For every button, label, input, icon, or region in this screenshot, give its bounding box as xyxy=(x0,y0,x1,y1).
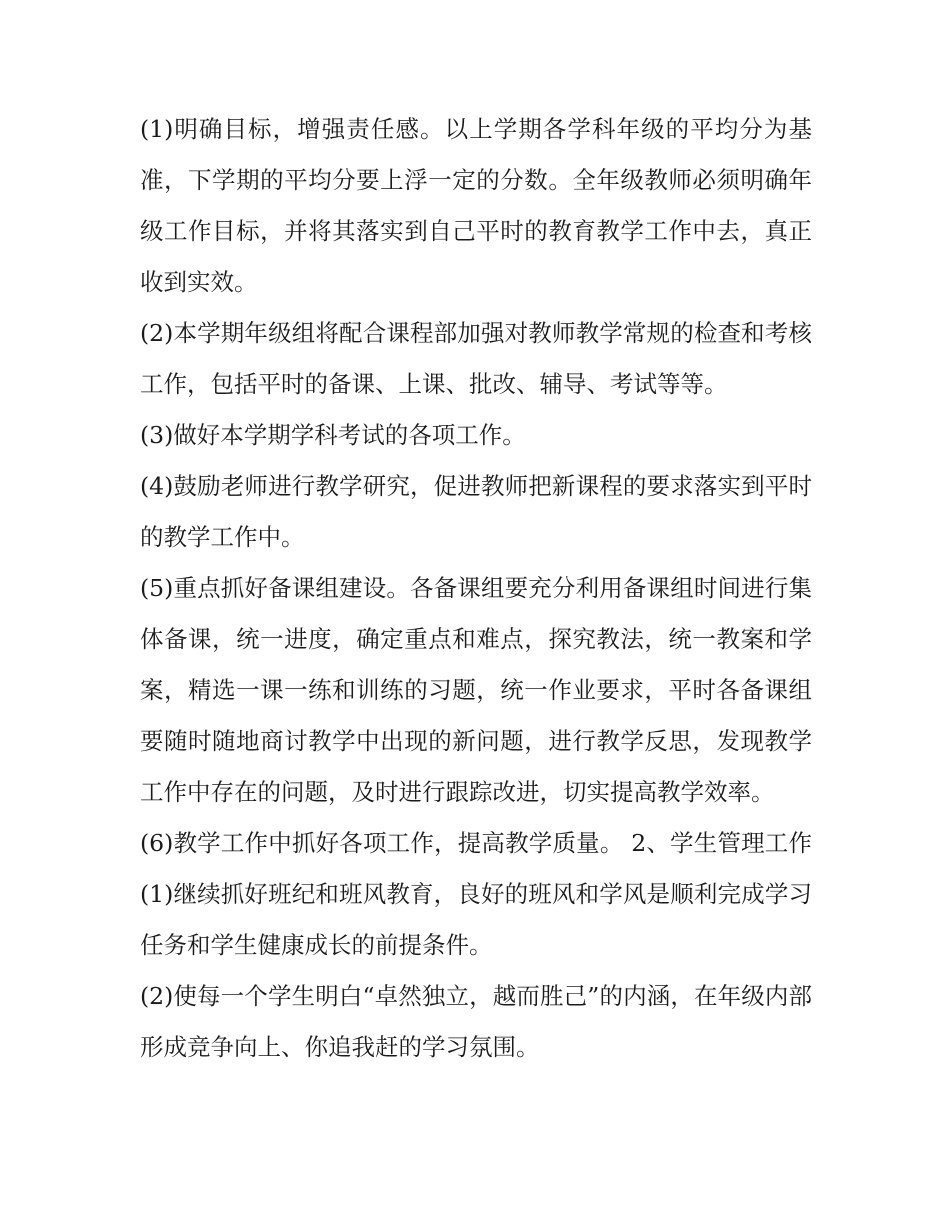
paragraph-lesson-prep-groups: (5)重点抓好备课组建设。各备课组要充分利用备课组时间进行集体备课，统一进度，确定重点和难点，探究教法，统一教案和学案，精选一课一练和训练的习题，统一作业要求，平时各备课组要随时随地商讨教学中出现的新问题，进行教学反思，发现教学工作中存在的问题，及时进行跟踪改进，切实提高教学效率。 xyxy=(140,574,812,806)
paragraph-competition-atmosphere: (2)使每一个学生明白“卓然独立，越而胜己”的内涵，在年级内部形成竞争向上、你追我赶的学习氛围。 xyxy=(140,982,812,1061)
paragraph-research: (4)鼓励老师进行教学研究，促进教师把新课程的要求落实到平时的教学工作中。 xyxy=(140,472,812,551)
paragraph-routine-check: (2)本学期年级组将配合课程部加强对教师教学常规的检查和考核工作，包括平时的备课、上课、批改、辅导、考试等等。 xyxy=(140,319,812,398)
paragraph-quality-and-student-management: (6)教学工作中抓好各项工作，提高教学质量。 2、学生管理工作 (1)继续抓好班纪和班风教育，良好的班风和学风是顺利完成学习任务和学生健康成长的前提条件。 xyxy=(140,829,812,959)
paragraph-goal: (1)明确目标，增强责任感。以上学期各学科年级的平均分为基准，下学期的平均分要上浮一定的分数。全年级教师必须明确年级工作目标，并将其落实到自己平时的教育教学工作中去，真正收到实效。 xyxy=(140,115,812,296)
paragraph-exams: (3)做好本学期学科考试的各项工作。 xyxy=(140,421,526,449)
document-body xyxy=(140,104,812,1073)
